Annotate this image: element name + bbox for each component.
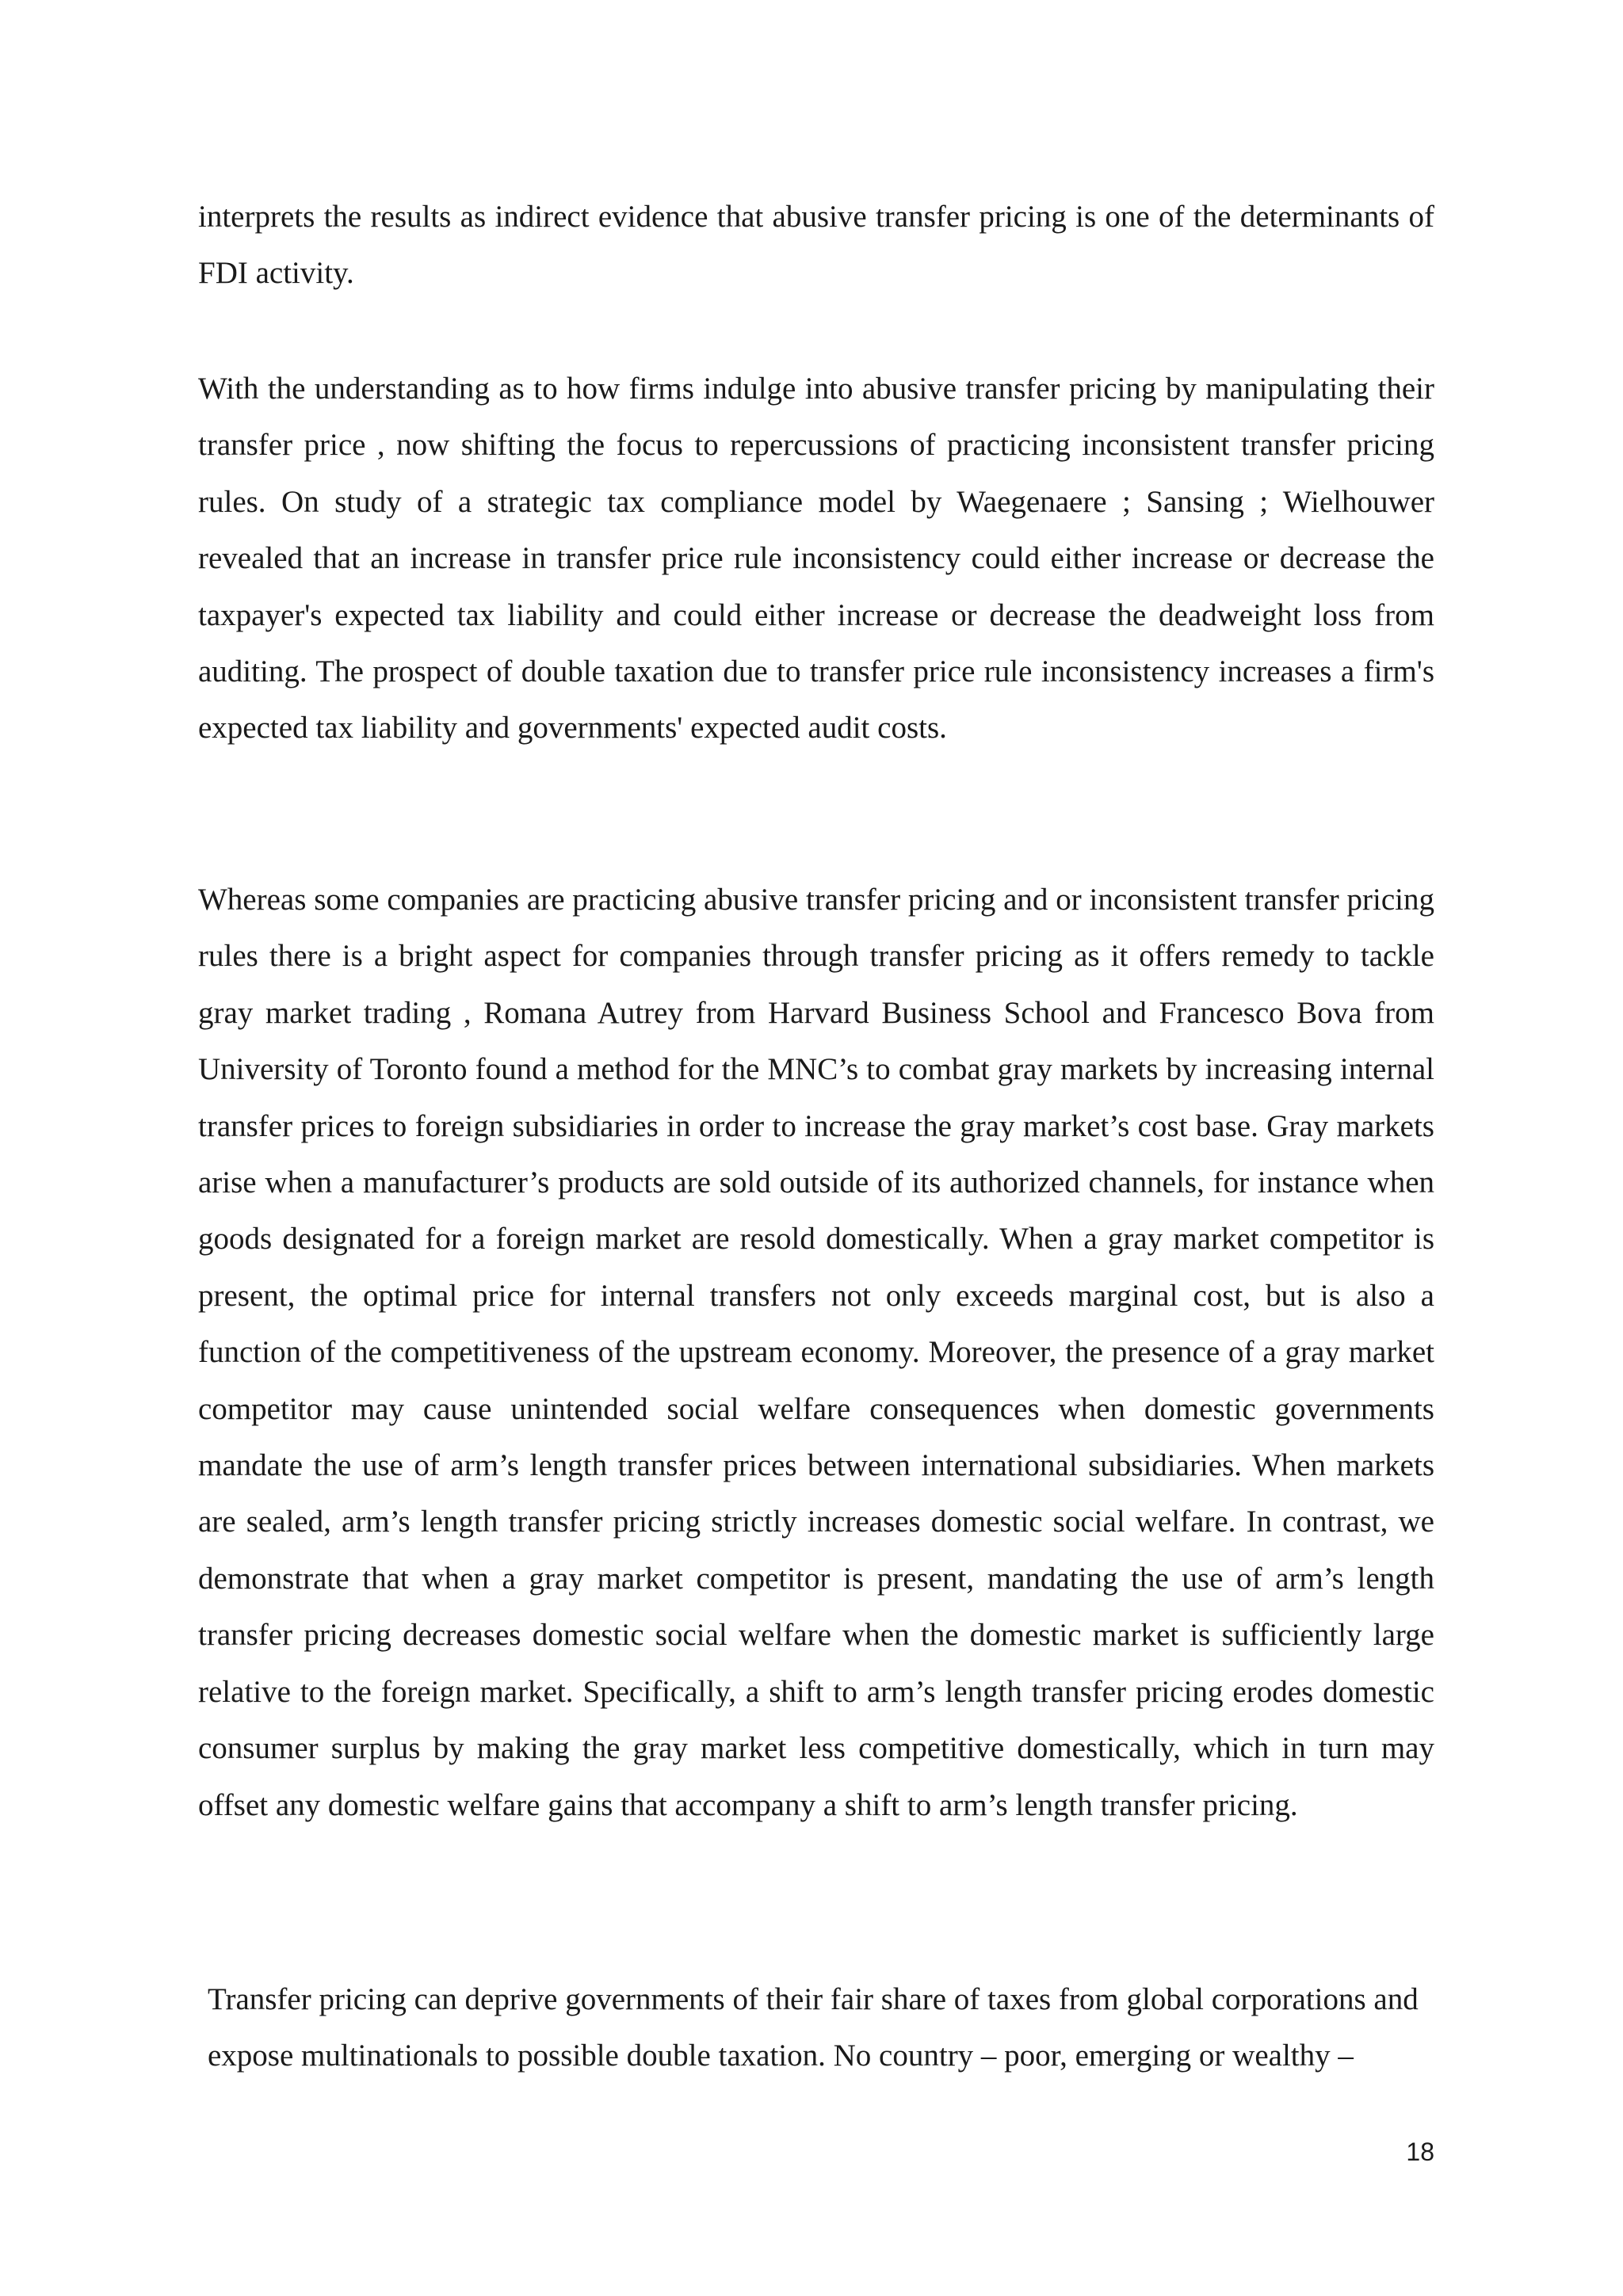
paragraph-double-taxation: Transfer pricing can deprive governments of their fair share of taxes from global corporations and expose multinationals to possible double taxation. No country – poor, emerging or wealthy – [208, 1982, 1419, 2073]
paragraph-fdi-evidence: interprets the results as indirect evidence that abusive transfer pricing is one of the determinants of FDI activity. [198, 200, 1434, 291]
paragraph-gray-market: Whereas some companies are practicing abusive transfer pricing and or inconsistent transfer pricing rules there is a bright aspect for companies through transfer pricing as it offers remedy to tackle gray market trading , Romana Autrey from Harvard Business School and Francesco Bova from University of Toronto found a method for the MNC’s to combat gray markets by increasing internal transfer prices to foreign subsidiaries in order to increase the gray market’s cost base. Gray markets arise when a manufacturer’s products are sold outside of its authorized channels, for instance when goods designated for a foreign market are resold domestically. When a gray market competitor is present, the optimal price for internal transfers not only exceeds marginal cost, but is also a function of the competitiveness of the upstream economy. Moreover, the presence of a gray market competitor may cause unintended social welfare consequences when domestic governments mandate the use of arm’s length transfer prices between international subsidiaries. When markets are sealed, arm’s length transfer pricing strictly increases domestic social welfare. In contrast, we demonstrate that when a gray market competitor is present, mandating the use of arm’s length transfer pricing decreases domestic social welfare when the domestic market is sufficiently large relative to the foreign market. Specifically, a shift to arm’s length transfer pricing erodes domestic consumer surplus by making the gray market less competitive domestically, which in turn may offset any domestic welfare gains that accompany a shift to arm’s length transfer pricing. [198, 883, 1434, 1822]
paragraph-transfer-price-inconsistency: With the understanding as to how firms indulge into abusive transfer pricing by manipulating their transfer price , now shifting the focus to repercussions of practicing inconsistent transfer pricing rules. On study of a strategic tax compliance model by Waegenaere ; Sansing ; Wielhouwer revealed that an increase in transfer price rule inconsistency could either increase or decrease the taxpayer's expected tax liability and could either increase or decrease the deadweight loss from auditing. The prospect of double taxation due to transfer price rule inconsistency increases a firm's expected tax liability and governments' expected audit costs. [198, 372, 1434, 746]
page-number: 18 [1406, 2138, 1434, 2166]
